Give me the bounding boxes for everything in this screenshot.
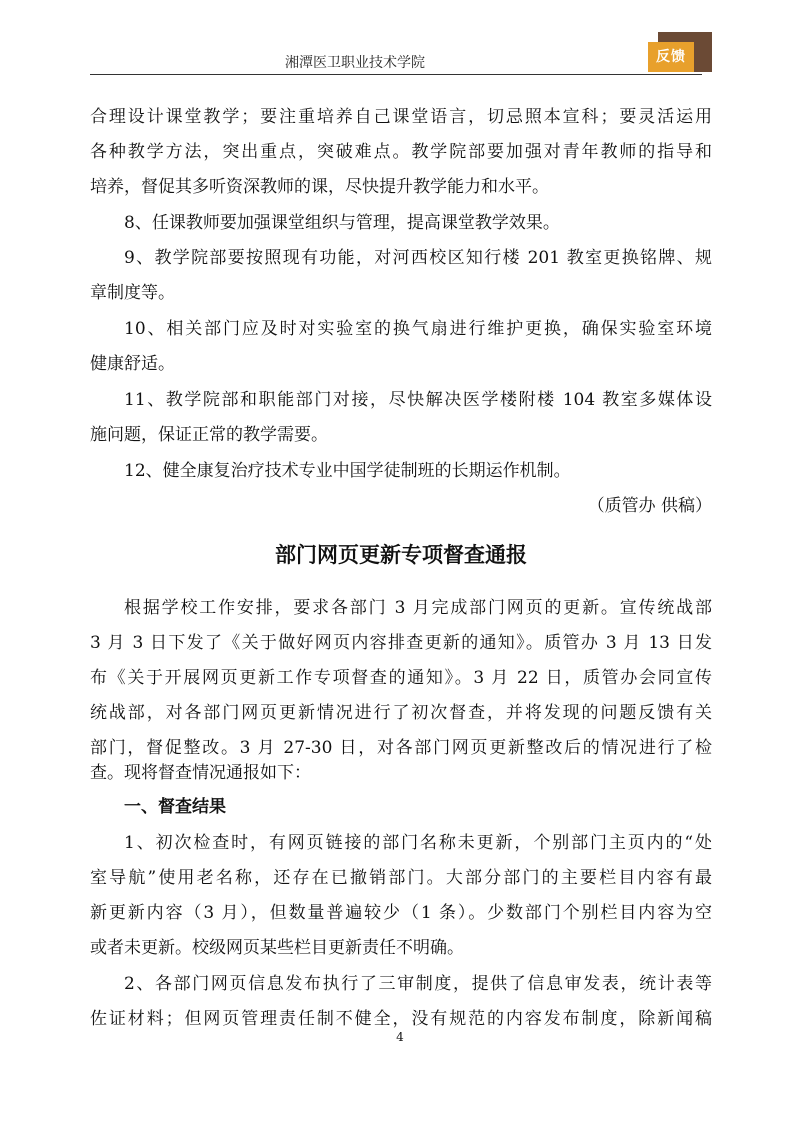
paragraph-line: 各种教学方法，突出重点，突破难点。教学院部要加强对青年教师的指导和 [90, 142, 712, 162]
item-11-line: 施问题，保证正常的教学需要。 [90, 425, 328, 445]
result-1-line: 1、初次检查时，有网页链接的部门名称未更新，个别部门主页内的“处 [124, 833, 712, 853]
paragraph-line: 培养，督促其多听资深教师的课，尽快提升教学能力和水平。 [90, 177, 549, 197]
result-1-line: 室导航”使用老名称，还存在已撤销部门。大部分部门的主要栏目内容有最 [90, 868, 712, 888]
signoff: （质管办 供稿） [587, 496, 712, 516]
paragraph-line: 合理设计课堂教学；要注重培养自己课堂语言，切忌照本宣科；要灵活运用 [90, 107, 712, 127]
intro-line: 统战部，对各部门网页更新情况进行了初次督查，并将发现的问题反馈有关 [90, 703, 712, 723]
item-12: 12、健全康复治疗技术专业中国学徒制班的长期运作机制。 [124, 461, 571, 481]
item-10-line: 10、相关部门应及时对实验室的换气扇进行维护更换，确保实验室环境 [124, 319, 712, 339]
result-1-line: 或者未更新。校级网页某些栏目更新责任不明确。 [90, 938, 464, 958]
intro-line: 查。现将督查情况通报如下： [90, 763, 311, 783]
section-heading: 一、督查结果 [124, 797, 226, 817]
item-8: 8、任课教师要加强课堂组织与管理，提高课堂教学效果。 [124, 213, 560, 233]
result-1-line: 新更新内容（3 月），但数量普遍较少（1 条）。少数部门个别栏目内容为空 [90, 903, 712, 923]
header-title: 湘潭医卫职业技术学院 [285, 55, 425, 71]
article-title: 部门网页更新专项督查通报 [275, 543, 527, 567]
result-2-line: 2、各部门网页信息发布执行了三审制度，提供了信息审发表，统计表等 [124, 974, 712, 994]
header-rule [90, 74, 702, 75]
item-11-line: 11、教学院部和职能部门对接，尽快解决医学楼附楼 104 教室多媒体设 [124, 390, 712, 410]
result-2-line: 佐证材料；但网页管理责任制不健全，没有规范的内容发布制度，除新闻稿 [90, 1009, 712, 1029]
intro-line: 布《关于开展网页更新工作专项督查的通知》。3 月 22 日，质管办会同宣传 [90, 668, 712, 688]
intro-line: 3 月 3 日下发了《关于做好网页内容排查更新的通知》。质管办 3 月 13 日发 [90, 633, 712, 653]
page-number: 4 [396, 1030, 404, 1044]
feedback-logo: 反馈 [648, 42, 694, 72]
item-9-line: 章制度等。 [90, 283, 175, 303]
item-9-line: 9、教学院部要按照现有功能，对河西校区知行楼 201 教室更换铭牌、规 [124, 248, 712, 268]
item-10-line: 健康舒适。 [90, 354, 175, 374]
intro-line: 根据学校工作安排，要求各部门 3 月完成部门网页的更新。宣传统战部 [124, 598, 712, 618]
intro-line: 部门，督促整改。3 月 27-30 日，对各部门网页更新整改后的情况进行了检 [90, 738, 712, 758]
page-header [90, 30, 712, 76]
